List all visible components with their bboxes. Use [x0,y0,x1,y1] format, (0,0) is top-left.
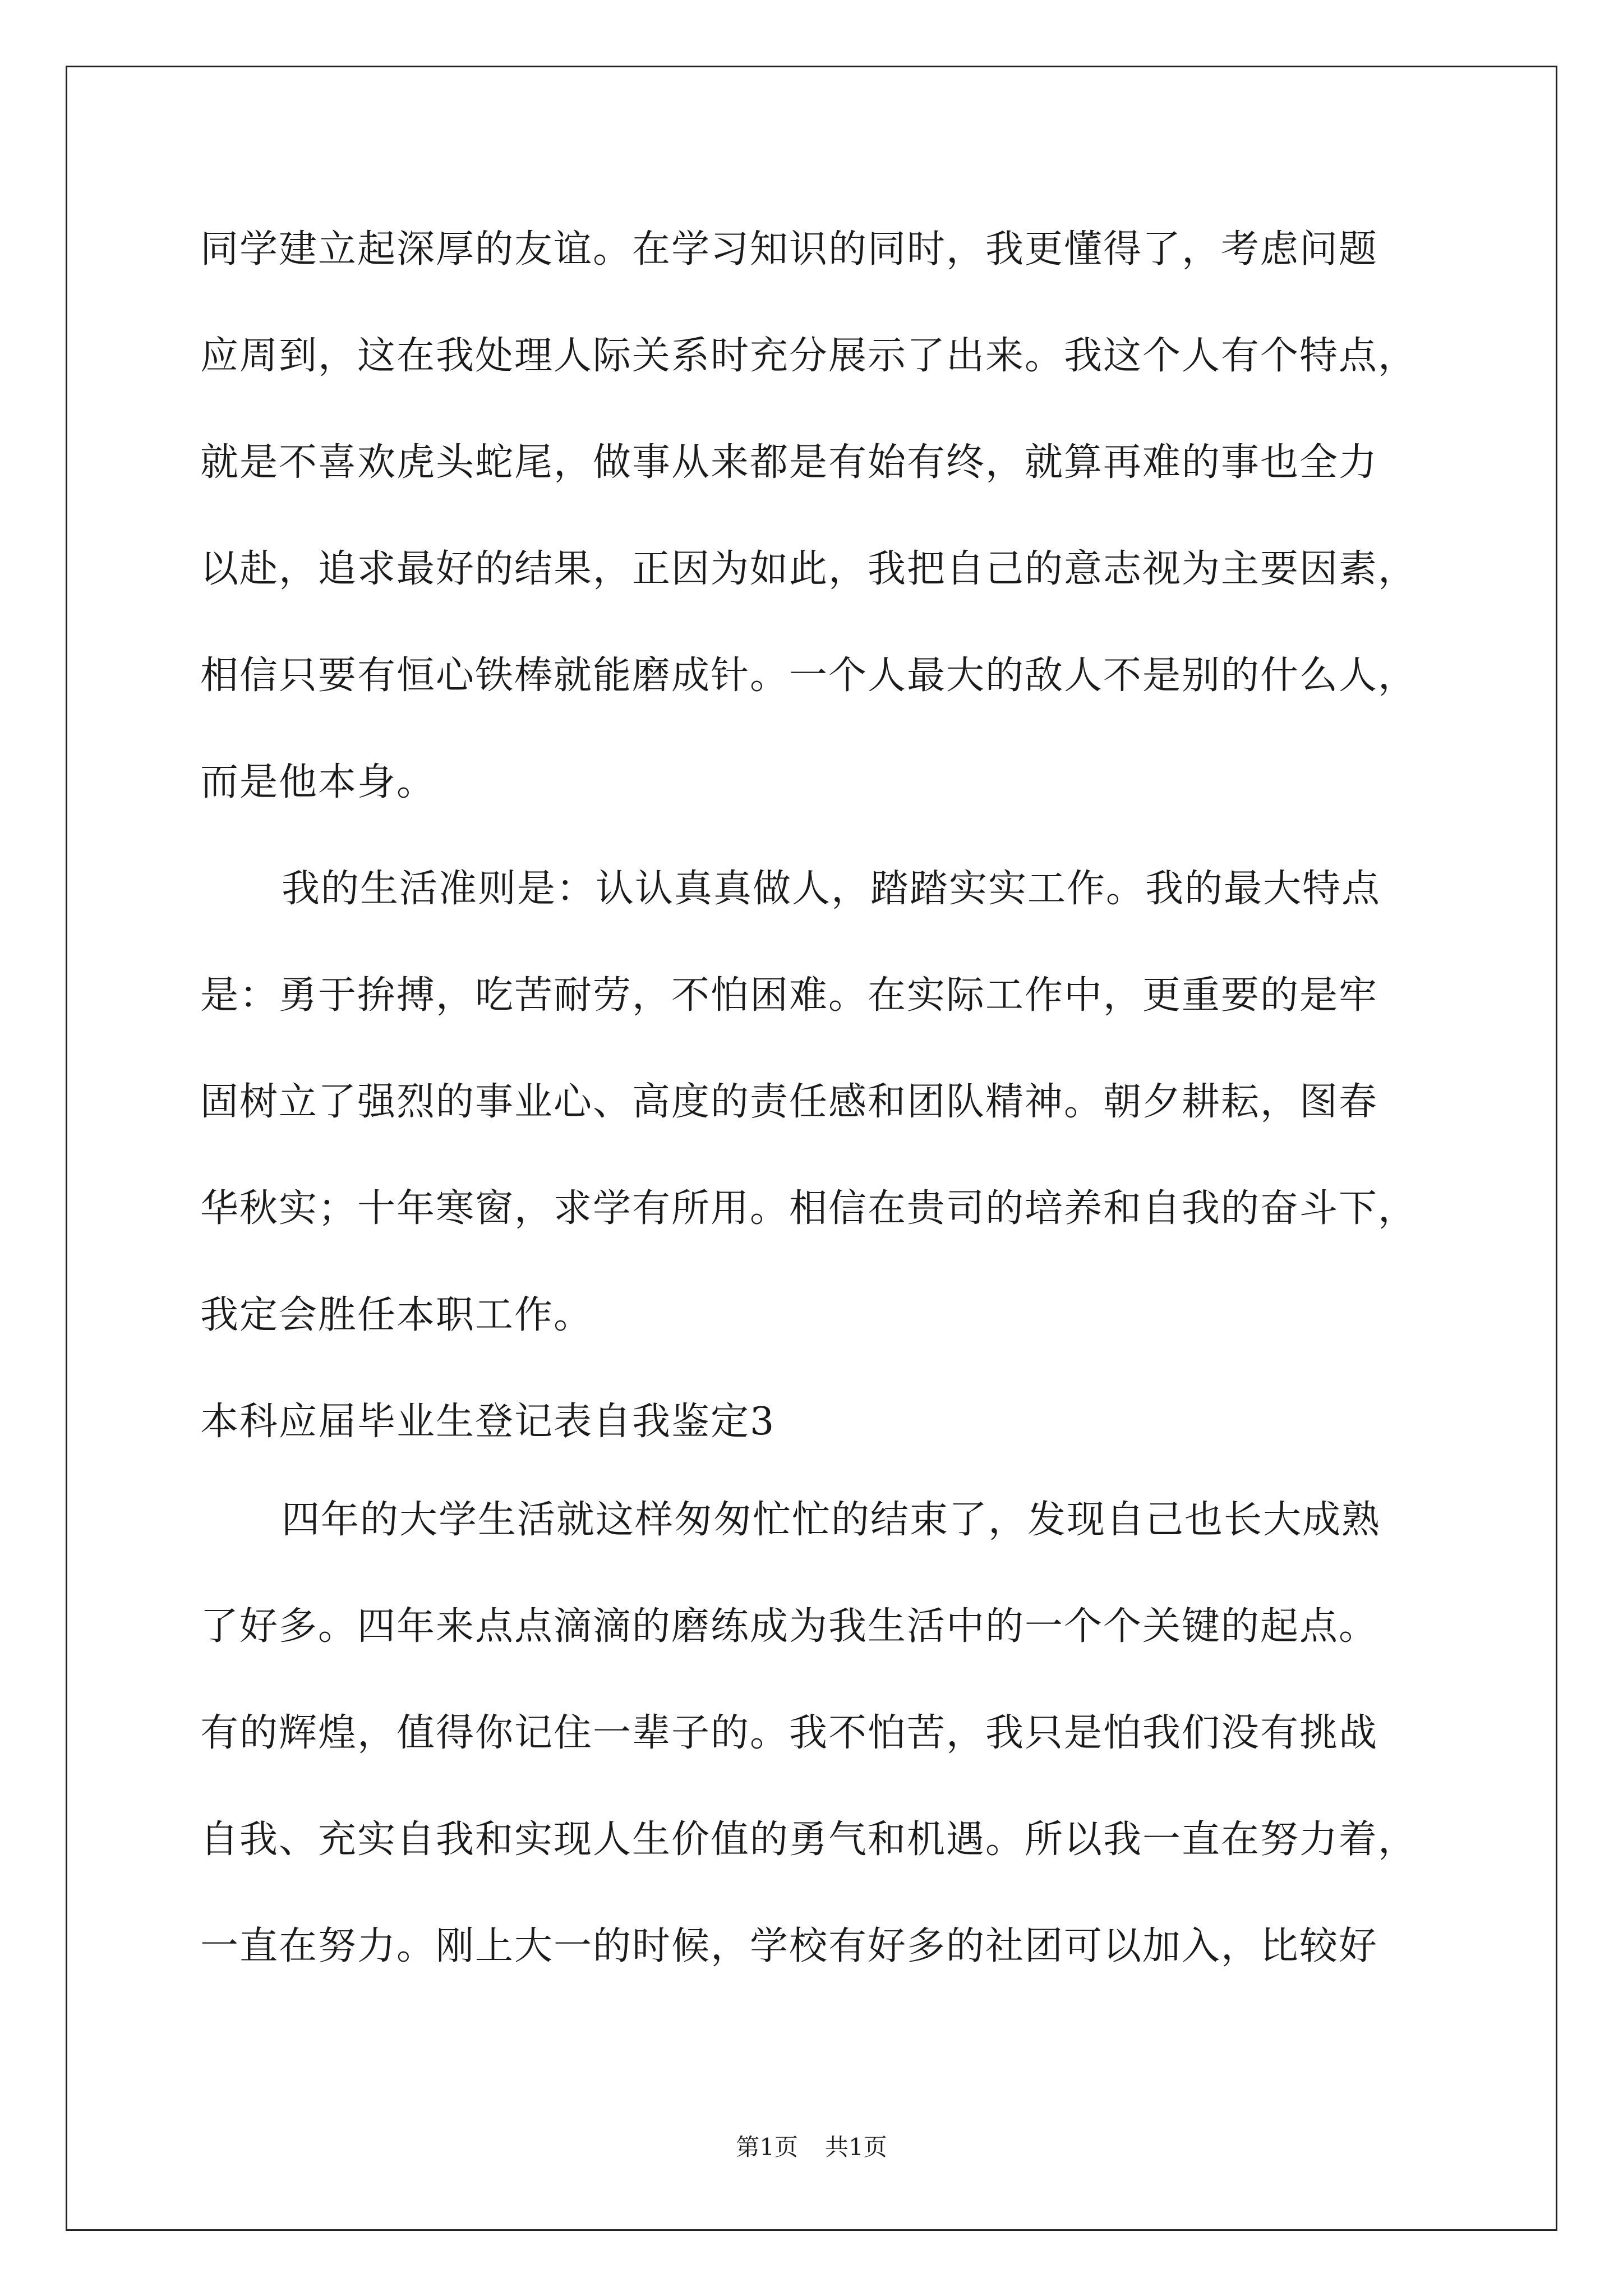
text-line: 华秋实；十年寒窗，求学有所用。相信在贵司的培养和自我的奋斗下， [200,1186,1418,1231]
page-number: 第1页 [736,2133,798,2161]
text-line: 一直在努力。刚上大一的时候，学校有好多的社团可以加入，比较好 [200,1924,1378,1968]
paragraph-1 [200,216,1434,855]
text-line: 有的辉煌，值得你记住一辈子的。我不怕苦，我只是怕我们没有挑战 [200,1711,1378,1755]
page-total: 共1页 [825,2133,887,2161]
document-body [200,216,1434,2019]
text-line: 固树立了强烈的事业心、高度的责任感和团队精神。朝夕耕耘，图春 [200,1080,1378,1124]
text-line: 应周到，这在我处理人际关系时充分展示了出来。我这个人有个特点， [200,334,1418,378]
text-line: 就是不喜欢虎头蛇尾，做事从来都是有始有终，就算再难的事也全力 [200,440,1378,485]
text-line: 而是他本身。 [200,760,436,804]
text-line: 以赴，追求最好的结果，正因为如此，我把自己的意志视为主要因素， [200,547,1418,591]
paragraph-2 [200,855,1434,1388]
text-line: 我的生活准则是：认认真真做人，踏踏实实工作。我的最大特点 [282,867,1381,911]
text-line: 相信只要有恒心铁棒就能磨成针。一个人最大的敌人不是别的什么人， [200,654,1418,698]
text-line: 自我、充实自我和实现人生价值的勇气和机遇。所以我一直在努力着， [200,1818,1418,1862]
text-line: 四年的大学生活就这样匆匆忙忙的结束了，发现自己也长大成熟 [282,1498,1381,1542]
text-line: 是：勇于拚搏，吃苦耐劳，不怕困难。在实际工作中，更重要的是牢 [200,973,1378,1018]
paragraph-3 [200,1487,1434,2019]
text-line: 了好多。四年来点点滴滴的磨练成为我生活中的一个个关键的起点。 [200,1604,1378,1649]
page-footer [0,2129,1623,2162]
section-heading: 本科应届毕业生登记表自我鉴定3 [200,1400,776,1444]
text-line: 同学建立起深厚的友谊。在学习知识的同时，我更懂得了，考虑问题 [200,227,1378,272]
text-line: 我定会胜任本职工作。 [200,1293,593,1337]
